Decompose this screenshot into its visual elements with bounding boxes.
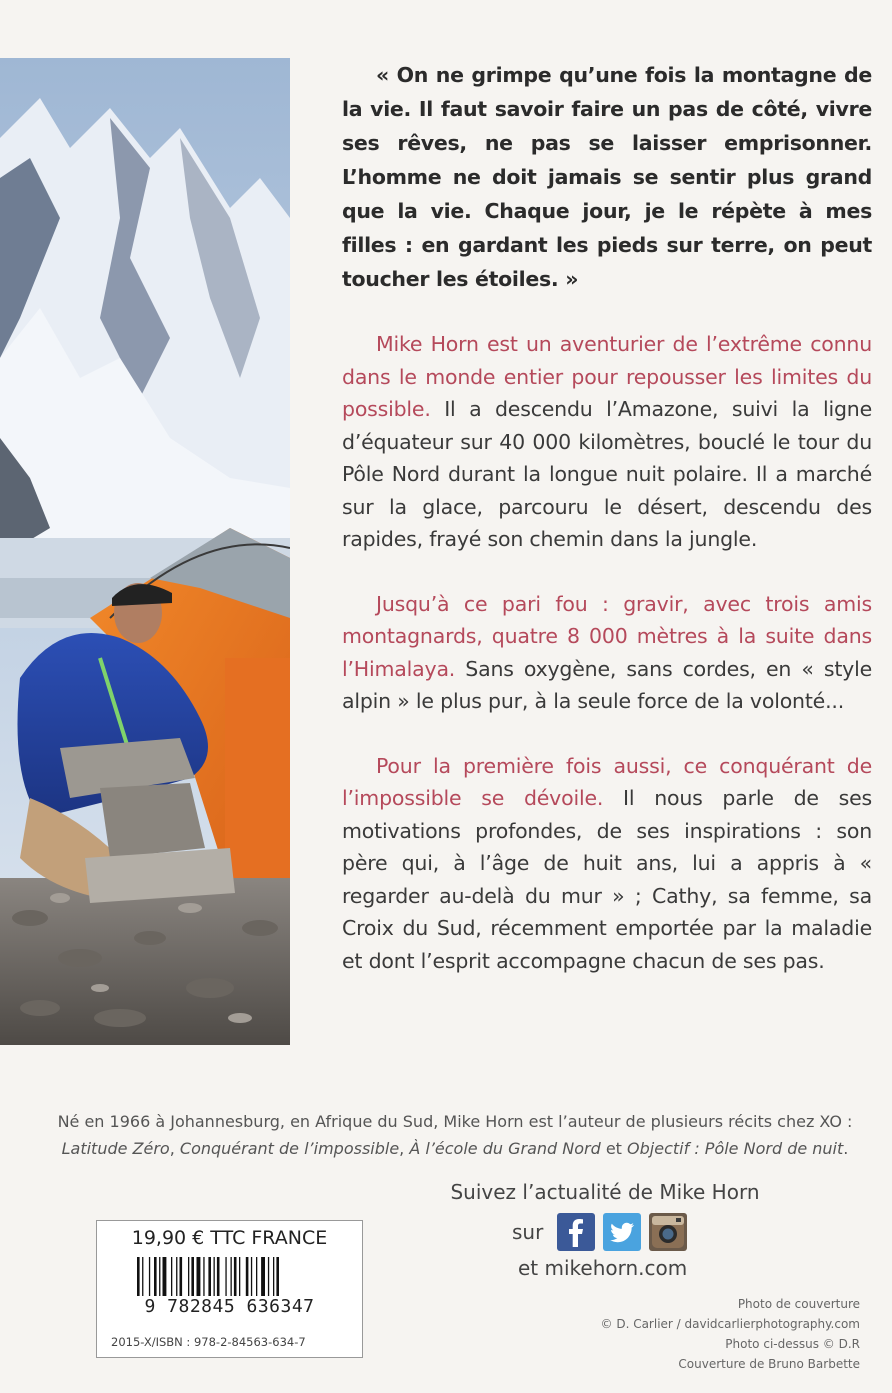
paragraph-1 (342, 328, 872, 556)
price-barcode-box (96, 1220, 363, 1358)
paragraph-2-highlight: Jusqu’à ce pari fou : gravir, avec trois amis montagnards, quatre 8 000 mètres à la suite dans l’Himalaya. (342, 591, 872, 681)
paragraph-3 (342, 750, 872, 978)
credit-line: © D. Carlier / davidcarlierphotography.com (600, 1317, 860, 1331)
website-link[interactable]: et mikehorn.com (518, 1256, 688, 1280)
photo-credits (560, 1294, 860, 1374)
ean-number: 9 782845 636347 (107, 1296, 352, 1317)
cover-photo (0, 58, 290, 1045)
book-title-2: Conquérant de l’impossible (179, 1139, 400, 1158)
paragraph-3-highlight: Pour la première fois aussi, ce conquérant de l’impossible se dévoile. (342, 753, 872, 810)
social-row (512, 1212, 687, 1252)
instagram-icon[interactable] (649, 1213, 687, 1251)
credit-line: Photo de couverture (737, 1297, 860, 1311)
book-title-4: Objectif : Pôle Nord de nuit (627, 1139, 844, 1158)
credit-line: Photo ci-dessus © D.R (725, 1337, 860, 1351)
bio-separator: , (399, 1139, 410, 1158)
paragraph-2 (342, 588, 872, 718)
twitter-icon[interactable] (603, 1213, 641, 1251)
price-label: 19,90 € TTC FRANCE (131, 1227, 328, 1249)
book-title-1: Latitude Zéro (61, 1139, 170, 1158)
bio-end: . (843, 1139, 849, 1158)
book-title-3: À l’école du Grand Nord (409, 1139, 601, 1158)
mountaineer-photo (0, 58, 290, 1045)
sur-label: sur (512, 1220, 544, 1244)
paragraph-1-highlight: Mike Horn est un aventurier de l’extrême connu dans le monde entier pour repousser les limites du possible. (342, 332, 872, 421)
back-cover-text (342, 58, 872, 1009)
author-bio (40, 1108, 870, 1162)
credit-line: Couverture de Bruno Barbette (678, 1357, 860, 1371)
paragraph-2-body: Sans oxygène, sans cordes, en « style alpin » le plus pur, à la seule force de la volonté... (342, 656, 872, 713)
bio-separator: et (600, 1139, 628, 1158)
pull-quote: « On ne grimpe qu’une fois la montagne de la vie. Il faut savoir faire un pas de côté, vivre ses rêves, ne pas se laisser emprisonner. L’homme ne doit jamais se sentir plus grand que la vie. Chaque jour, je le répète à mes filles : en gardant les pieds sur terre, on peut toucher les étoiles. » (342, 63, 872, 291)
isbn-label: 2015-X/ISBN : 978-2-84563-634-7 (111, 1335, 306, 1349)
bio-intro: Né en 1966 à Johannesburg, en Afrique du Sud, Mike Horn est l’auteur de plusieurs récits chez XO : (57, 1112, 853, 1131)
bio-separator: , (169, 1139, 180, 1158)
facebook-icon[interactable] (557, 1213, 595, 1251)
follow-line: Suivez l’actualité de Mike Horn (450, 1180, 760, 1204)
paragraph-1-body: Il a descendu l’Amazone, suivi la ligne d’équateur sur 40 000 kilomètres, bouclé le tour du Pôle Nord durant la longue nuit polaire. Il a marché sur la glace, parcouru le désert, descendu des rapides, frayé son chemin dans la jungle. (342, 397, 872, 551)
paragraph-3-body: Il nous parle de ses motivations profondes, de ses inspirations : son père qui, à l’âge de huit ans, lui a appris à « regarder au-delà du mur » ; Cathy, sa femme, sa Croix du Sud, récemment emportée par la maladie et dont l’esprit accompagne chacun de ses pas. (342, 786, 872, 973)
